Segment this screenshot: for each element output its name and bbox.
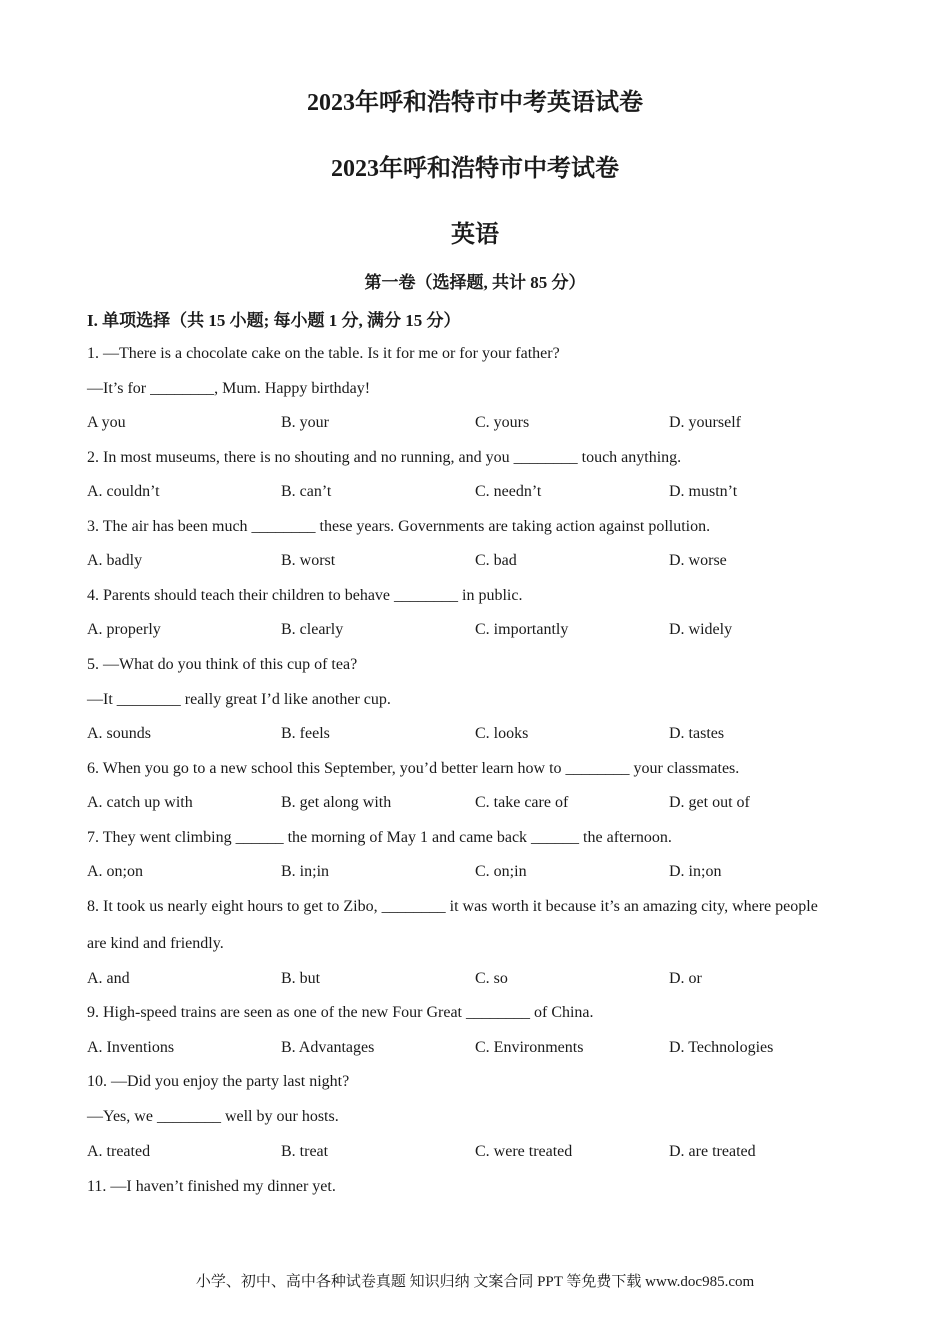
question-2-line-1: 2. In most museums, there is no shouting and no running, and you ________ touch anything.	[87, 449, 682, 466]
option-a: A you	[87, 414, 126, 431]
option-b: B. but	[281, 970, 321, 987]
option-b: B. feels	[281, 725, 330, 742]
footer-text: 小学、初中、高中各种试卷真题 知识归纳 文案合同 PPT 等免费下载 www.doc985.com	[195, 1274, 755, 1290]
question-8-options	[87, 969, 887, 989]
option-b: B. in;in	[281, 863, 330, 880]
option-c: C. importantly	[475, 621, 569, 638]
question-6-options	[87, 793, 887, 813]
option-b: B. get along with	[281, 794, 392, 811]
question-5-line-1: 5. —What do you think of this cup of tea?	[87, 656, 358, 673]
option-d: D. tastes	[669, 725, 725, 742]
option-a: A. and	[87, 970, 130, 987]
option-c: C. were treated	[475, 1143, 573, 1160]
option-d: D. are treated	[669, 1143, 756, 1160]
question-1-line-1: 1. —There is a chocolate cake on the table. Is it for me or for your father?	[87, 345, 560, 362]
option-b: B. Advantages	[281, 1039, 375, 1056]
option-c: C. looks	[475, 725, 529, 742]
option-c: C. bad	[475, 552, 517, 569]
question-1-options	[87, 413, 887, 433]
option-a: A. sounds	[87, 725, 152, 742]
question-7-line-1: 7. They went climbing ______ the morning of May 1 and came back ______ the afternoon.	[87, 829, 672, 846]
option-a: A. catch up with	[87, 794, 193, 811]
option-d: D. get out of	[669, 794, 750, 811]
question-5-options	[87, 724, 887, 744]
option-c: C. yours	[475, 414, 530, 431]
option-b: B. clearly	[281, 621, 344, 638]
option-a: A. properly	[87, 621, 161, 638]
option-d: D. mustn’t	[669, 483, 738, 500]
question-10-line-2: —Yes, we ________ well by our hosts.	[87, 1108, 339, 1125]
option-d: D. Technologies	[669, 1039, 774, 1056]
option-a: A. couldn’t	[87, 483, 160, 500]
question-9-options	[87, 1038, 887, 1058]
exam-title: 2023年呼和浩特市中考英语试卷	[307, 90, 643, 116]
option-c: C. on;in	[475, 863, 527, 880]
question-8-line-2: are kind and friendly.	[87, 935, 224, 952]
volume-heading: 第一卷（选择题, 共计 85 分）	[364, 273, 586, 292]
option-c: C. Environments	[475, 1039, 584, 1056]
question-1-line-2: —It’s for ________, Mum. Happy birthday!	[87, 380, 371, 397]
question-10-line-1: 10. —Did you enjoy the party last night?	[87, 1073, 350, 1090]
option-d: D. or	[669, 970, 702, 987]
option-a: A. treated	[87, 1143, 151, 1160]
question-11-line-1: 11. —I haven’t finished my dinner yet.	[87, 1178, 336, 1195]
question-8-line-1: 8. It took us nearly eight hours to get to Zibo, ________ it was worth it because it’s an amazing city, where people	[87, 898, 818, 915]
question-3-line-1: 3. The air has been much ________ these years. Governments are taking action against pollution.	[87, 518, 711, 535]
option-d: D. worse	[669, 552, 727, 569]
option-b: B. treat	[281, 1143, 329, 1160]
option-a: A. Inventions	[87, 1039, 175, 1056]
option-b: B. can’t	[281, 483, 332, 500]
option-d: D. widely	[669, 621, 733, 638]
question-6-line-1: 6. When you go to a new school this September, you’d better learn how to ________ your classmates.	[87, 760, 740, 777]
question-2-options	[87, 482, 887, 502]
option-a: A. on;on	[87, 863, 143, 880]
option-c: C. so	[475, 970, 508, 987]
option-d: D. in;on	[669, 863, 722, 880]
option-b: B. worst	[281, 552, 336, 569]
question-9-line-1: 9. High-speed trains are seen as one of the new Four Great ________ of China.	[87, 1004, 594, 1021]
question-5-line-2: —It ________ really great I’d like another cup.	[87, 691, 391, 708]
option-c: C. take care of	[475, 794, 569, 811]
option-d: D. yourself	[669, 414, 741, 431]
question-4-line-1: 4. Parents should teach their children to behave ________ in public.	[87, 587, 523, 604]
option-b: B. your	[281, 414, 329, 431]
option-c: C. needn’t	[475, 483, 542, 500]
question-7-options	[87, 862, 887, 882]
question-3-options	[87, 551, 887, 571]
question-10-options	[87, 1142, 887, 1162]
exam-subtitle: 2023年呼和浩特市中考试卷	[331, 156, 619, 182]
section-heading: I. 单项选择（共 15 小题; 每小题 1 分, 满分 15 分）	[87, 311, 461, 330]
question-4-options	[87, 620, 887, 640]
option-a: A. badly	[87, 552, 143, 569]
subject-title: 英语	[451, 222, 499, 248]
